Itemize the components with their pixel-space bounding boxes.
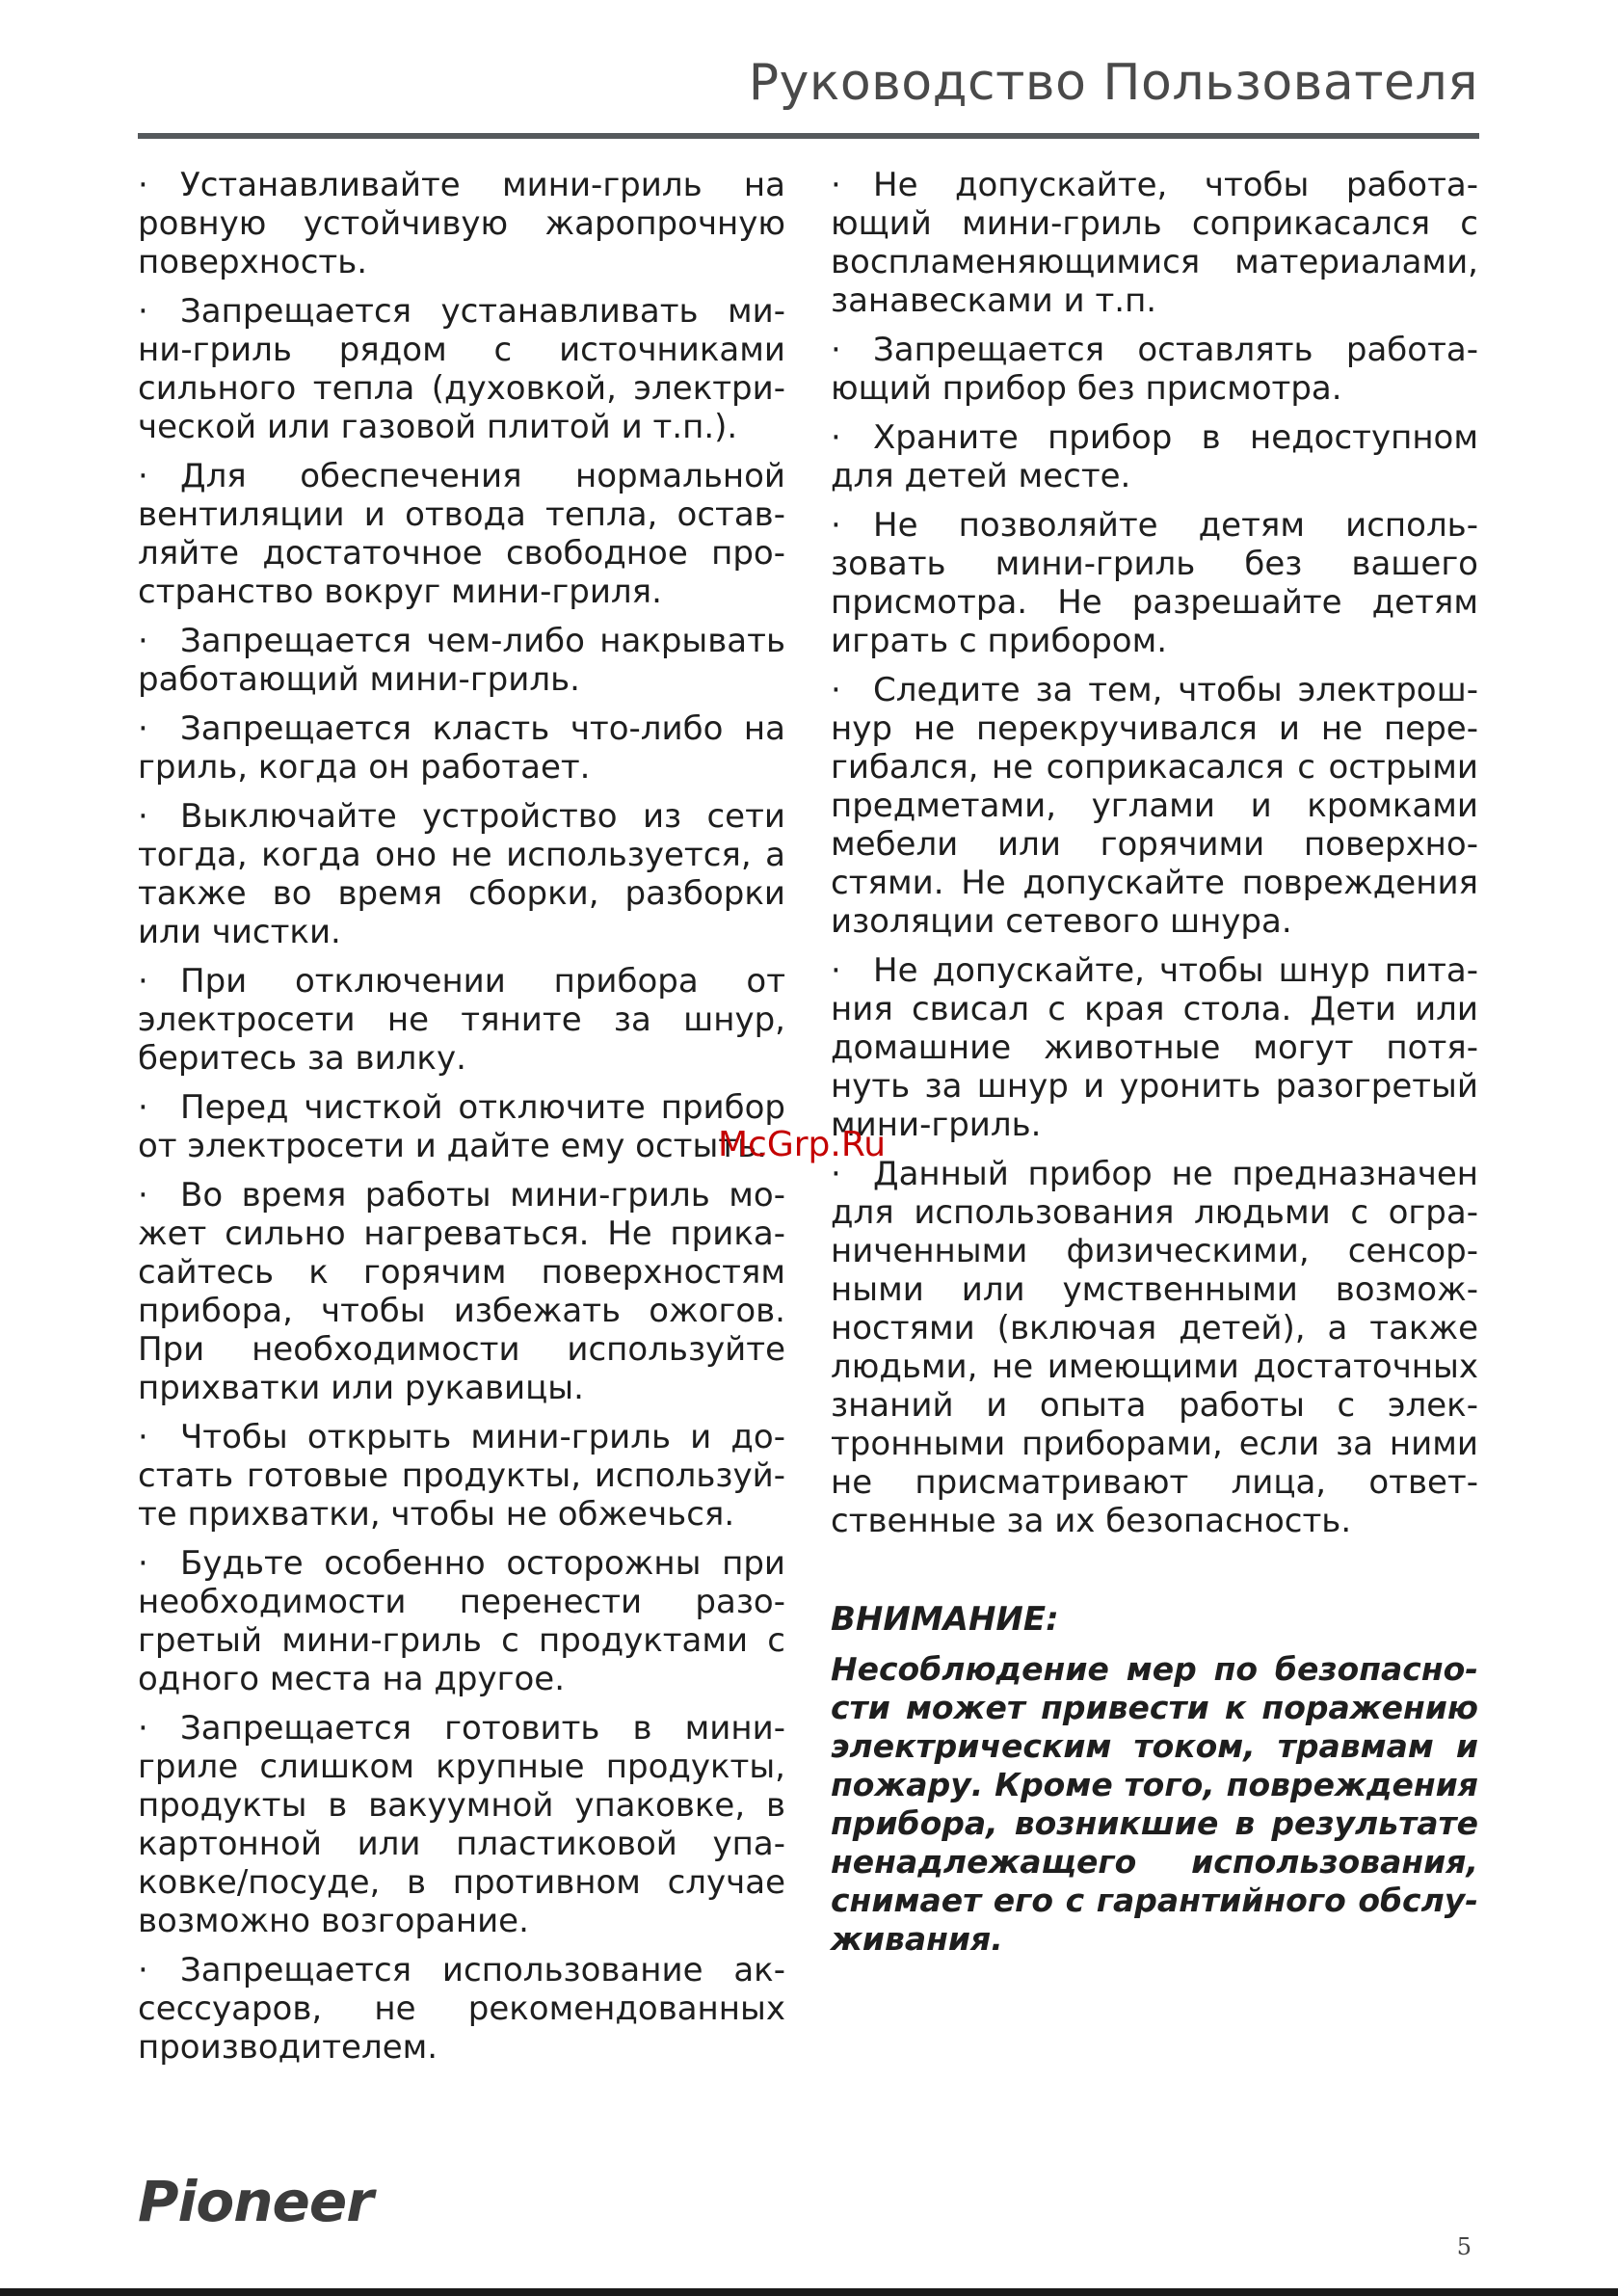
list-item xyxy=(138,1951,785,2067)
list-item-text: Данный прибор не предназначен для использования людьми с ограниченными физическими, сенсорными или умственными возможностями (включая детей), а также людьми, не имеющими достаточных знаний и опыта работы с электронными приборами, если за ними не присматривают лица, ответственные за их безопасность. xyxy=(831,1155,1478,1540)
list-item-text: Чтобы открыть мини-гриль и достать готовые продукты, используйте прихватки, чтобы не обжечься. xyxy=(138,1418,785,1534)
watermark: McGrp.Ru xyxy=(718,1125,887,1164)
list-item-text: Будьте особенно осторожны при необходимости перенести разогретый мини-гриль с продуктами с одного места на другое. xyxy=(138,1544,785,1698)
brand-logo: Pioneer xyxy=(138,2169,373,2234)
bullet-icon: · xyxy=(138,166,148,204)
bullet-icon: · xyxy=(831,951,841,990)
list-item-text: При отключении прибора от электросети не тяните за шнур, беритесь за вилку. xyxy=(138,962,785,1078)
list-item xyxy=(138,709,785,787)
bullet-icon: · xyxy=(831,671,841,709)
bullet-icon: · xyxy=(138,1951,148,1989)
page-number: 5 xyxy=(1456,2233,1472,2260)
bullet-icon: · xyxy=(138,709,148,748)
bullet-icon: · xyxy=(138,292,148,331)
list-item xyxy=(138,1176,785,1407)
bullet-icon: · xyxy=(138,962,148,1001)
bullet-icon: · xyxy=(138,457,148,495)
list-item xyxy=(831,1155,1478,1540)
list-item-text: Храните прибор в недоступном для детей месте. xyxy=(831,418,1478,495)
list-item xyxy=(138,797,785,951)
list-item xyxy=(138,166,785,281)
bullet-icon: · xyxy=(831,1155,841,1193)
list-item xyxy=(138,1544,785,1698)
warning-title: ВНИМАНИЕ: xyxy=(831,1600,1059,1639)
list-item xyxy=(831,418,1478,495)
list-item-text: Перед чисткой отключите прибор от электросети и дайте ему остыть. xyxy=(138,1088,785,1165)
list-item xyxy=(138,622,785,699)
bullet-icon: · xyxy=(138,622,148,660)
list-item-text: Для обеспечения нормальной вентиляции и отвода тепла, оставляйте достаточное свободное пространство вокруг мини-гриля. xyxy=(138,457,785,611)
list-item-text: Запрещается оставлять работающий прибор без присмотра. xyxy=(831,331,1478,408)
list-item xyxy=(138,962,785,1078)
left-column xyxy=(138,166,785,2077)
bullet-icon: · xyxy=(138,797,148,836)
list-item xyxy=(831,166,1478,320)
list-item xyxy=(831,671,1478,941)
bullet-icon: · xyxy=(138,1176,148,1215)
list-item-text: Устанавливайте мини-гриль на ровную устойчивую жаропрочную поверхность. xyxy=(138,166,785,281)
list-item xyxy=(138,292,785,446)
list-item-text: Запрещается класть что-либо на гриль, когда он работает. xyxy=(138,709,785,787)
list-item xyxy=(831,506,1478,660)
right-column xyxy=(831,166,1478,1959)
list-item-text: Выключайте устройство из сети тогда, когда оно не используется, а также во время сборки, разборки или чистки. xyxy=(138,797,785,951)
bullet-icon: · xyxy=(138,1418,148,1456)
list-item-text: Во время работы мини-гриль может сильно нагреваться. Не прикасайтесь к горячим поверхностям прибора, чтобы избежать ожогов. При необходимости используйте прихватки или рукавицы. xyxy=(138,1176,785,1407)
list-item-text: Запрещается использование аксессуаров, не рекомендованных производителем. xyxy=(138,1951,785,2067)
bullet-icon: · xyxy=(138,1544,148,1583)
list-item-text: Не допускайте, чтобы работающий мини-гриль соприкасался с воспламеняющимися материалами, занавесками и т.п. xyxy=(831,166,1478,320)
bullet-icon: · xyxy=(831,166,841,204)
bullet-icon: · xyxy=(831,331,841,369)
bullet-icon: · xyxy=(138,1709,148,1748)
list-item-text: Не позволяйте детям использовать мини-гриль без вашего присмотра. Не разрешайте детям играть с прибором. xyxy=(831,506,1478,660)
bullet-icon: · xyxy=(138,1088,148,1127)
list-item xyxy=(138,457,785,611)
bullet-icon: · xyxy=(831,418,841,457)
warning-text: Несоблюдение мер по безопасности может привести к поражению электрическим током, травмам и пожару. Кроме того, повреждения прибора, возникшие в результате ненадлежащего использования, снимает его с гарантийного обслуживания. xyxy=(831,1650,1478,1958)
list-item-text: Запрещается готовить в мини-гриле слишком крупные продукты, продукты в вакуумной упаковке, в картонной или пластиковой упаковке/посуде, в противном случае возможно возгорание. xyxy=(138,1709,785,1940)
list-item xyxy=(831,331,1478,408)
bullet-icon: · xyxy=(831,506,841,545)
header-divider xyxy=(138,133,1479,139)
list-item-text: Следите за тем, чтобы электрошнур не перекручивался и не перегибался, не соприкасался с острыми предметами, углами и кромками мебели или горячими поверхностями. Не допускайте повреждения изоляции сетевого шнура. xyxy=(831,671,1478,941)
bottom-edge-bar xyxy=(0,2288,1618,2296)
list-item xyxy=(138,1418,785,1534)
list-item-text: Запрещается чем-либо накрывать работающий мини-гриль. xyxy=(138,622,785,699)
page-header-title: Руководство Пользователя xyxy=(748,54,1478,112)
list-item xyxy=(138,1088,785,1165)
list-item-text: Запрещается устанавливать мини-гриль рядом с источниками сильного тепла (духовкой, электрической или газовой плитой и т.п.). xyxy=(138,292,785,446)
list-item-text: Не допускайте, чтобы шнур питания свисал с края стола. Дети или домашние животные могут потянуть за шнур и уронить разогретый мини-гриль. xyxy=(831,951,1478,1144)
list-item xyxy=(138,1709,785,1940)
list-item xyxy=(831,951,1478,1144)
